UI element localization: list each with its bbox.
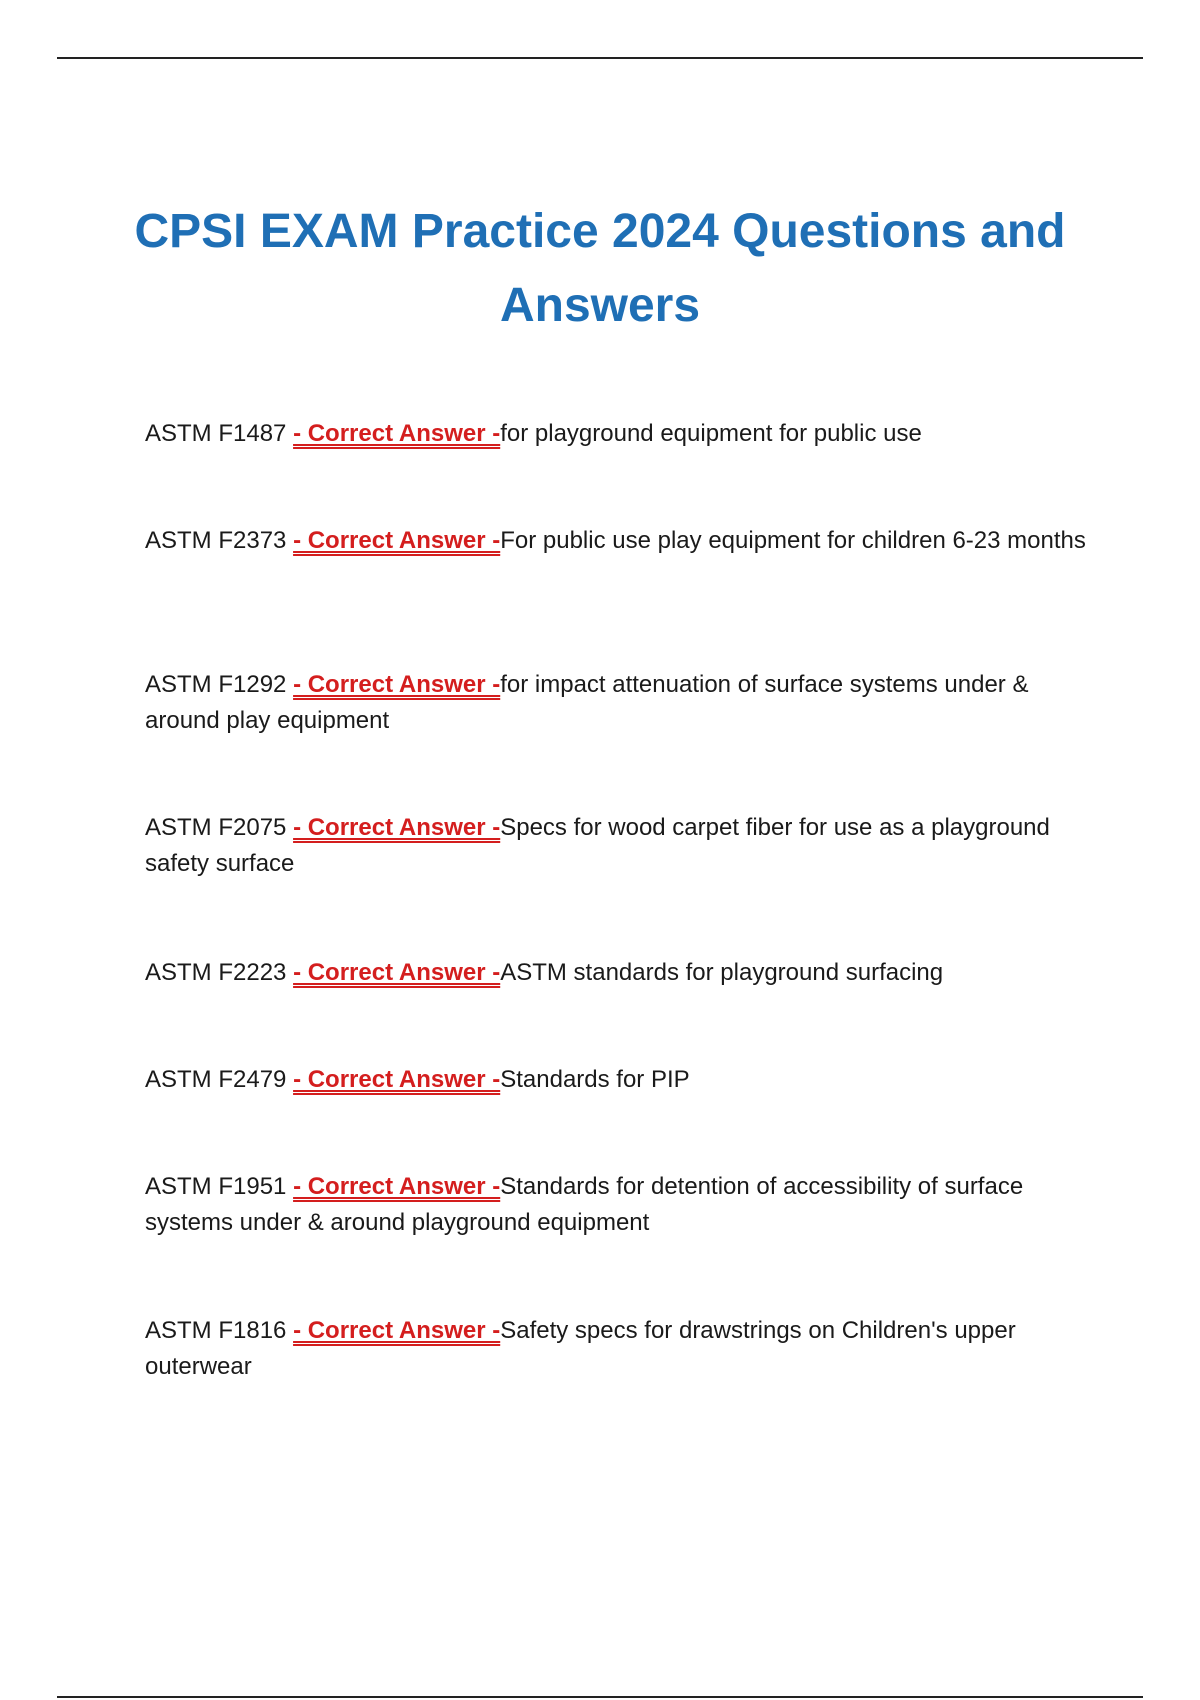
bottom-rule bbox=[57, 1696, 1143, 1698]
qa-item-4 bbox=[145, 810, 1095, 882]
qa-item-6 bbox=[145, 1062, 1095, 1098]
qa-item-8 bbox=[145, 1313, 1095, 1385]
qa-answer: for playground equipment for public use bbox=[500, 420, 922, 447]
correct-answer-marker: - Correct Answer - bbox=[293, 1317, 501, 1344]
document-title: CPSI EXAM Practice 2024 Questions and Answers bbox=[134, 205, 1066, 332]
qa-answer: Specs for wood carpet fiber for use as a playground safety surface bbox=[145, 814, 1050, 877]
qa-term: ASTM F2075 bbox=[145, 814, 287, 841]
qa-item-5 bbox=[145, 955, 1095, 991]
qa-answer: For public use play equipment for children 6-23 months bbox=[500, 527, 1086, 554]
qa-item-7 bbox=[145, 1169, 1095, 1241]
qa-answer: ASTM standards for playground surfacing bbox=[500, 959, 944, 986]
qa-answer: for impact attenuation of surface systems under & around play equipment bbox=[145, 671, 1029, 734]
qa-term: ASTM F1816 bbox=[145, 1317, 287, 1344]
qa-term: ASTM F1951 bbox=[145, 1173, 287, 1200]
qa-answer: Safety specs for drawstrings on Children's upper outerwear bbox=[145, 1317, 1016, 1380]
qa-item-1 bbox=[145, 416, 1095, 452]
qa-term: ASTM F1292 bbox=[145, 671, 287, 698]
qa-term: ASTM F2479 bbox=[145, 1066, 287, 1093]
correct-answer-marker: - Correct Answer - bbox=[293, 1066, 501, 1093]
qa-term: ASTM F2223 bbox=[145, 959, 287, 986]
correct-answer-marker: - Correct Answer - bbox=[293, 814, 501, 841]
qa-item-3 bbox=[145, 667, 1095, 739]
correct-answer-marker: - Correct Answer - bbox=[293, 1173, 501, 1200]
qa-item-2 bbox=[145, 523, 1095, 559]
correct-answer-marker: - Correct Answer - bbox=[293, 959, 501, 986]
qa-term: ASTM F2373 bbox=[145, 527, 287, 554]
qa-answer: Standards for PIP bbox=[500, 1066, 690, 1093]
correct-answer-marker: - Correct Answer - bbox=[293, 420, 501, 447]
correct-answer-marker: - Correct Answer - bbox=[293, 671, 501, 698]
qa-answer: Standards for detention of accessibility of surface systems under & around playground equipment bbox=[145, 1173, 1024, 1236]
top-rule bbox=[57, 57, 1143, 59]
qa-term: ASTM F1487 bbox=[145, 420, 287, 447]
correct-answer-marker: - Correct Answer - bbox=[293, 527, 501, 554]
